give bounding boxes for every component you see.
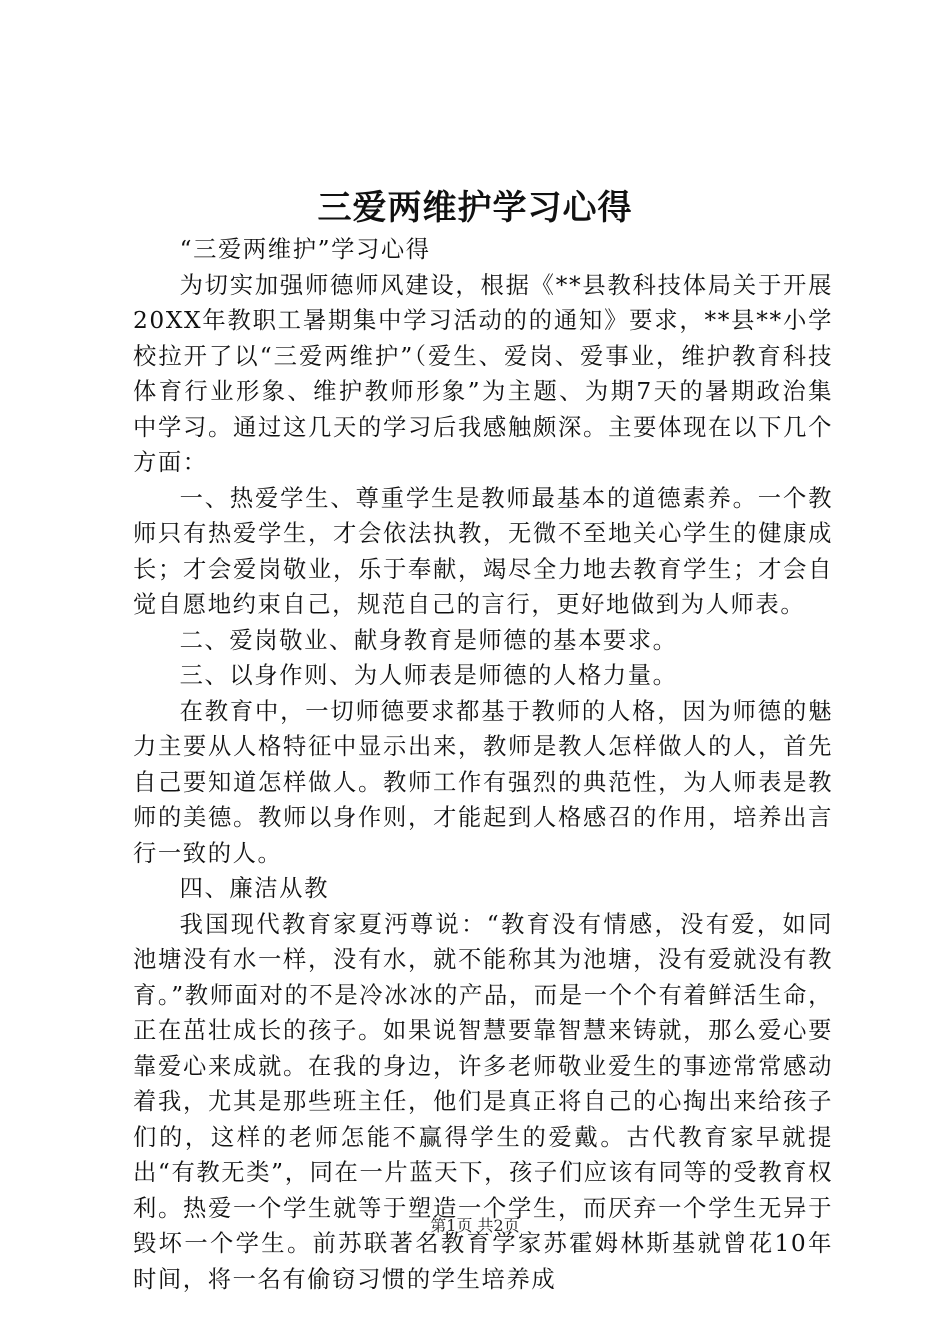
document-body <box>133 232 833 1297</box>
paragraph-point-two: 二、爱岗敬业、献身教育是师德的基本要求。 <box>179 626 678 654</box>
paragraph-point-four-detail: 我国现代教育家夏沔尊说：“教育没有情感，没有爱，如同池塘没有水一样，没有水，就不能称其为池塘，没有爱就没有教育。”教师面对的不是冷冰冰的产品，而是一个个有着鲜活生命，正在茁壮成长的孩子。如果说智慧要靠智慧来铸就，那么爱心要靠爱心来成就。在我的身边，许多老师敬业爱生的事迹常常感动着我，尤其是那些班主任，他们是真正将自己的心掏出来给孩子们的，这样的老师怎能不赢得学生的爱戴。古代教育家早就提出“有教无类”，同在一片蓝天下，孩子们应该有同等的受教育权利。热爱一个学生就等于塑造一个学生，而厌弃一个学生无异于毁坏一个学生。前苏联著名教育学家苏霍姆林斯基就曾花10年时间，将一名有偷窃习惯的学生培养成 <box>133 910 833 1293</box>
paragraph-point-three-detail: 在教育中，一切师德要求都基于教师的人格，因为师德的魅力主要从人格特征中显示出来，教师是教人怎样做人的人，首先自己要知道怎样做人。教师工作有强烈的典范性，为人师表是教师的美德。教师以身作则，才能起到人格感召的作用，培养出言行一致的人。 <box>133 697 833 867</box>
document-title: 三爱两维护学习心得 <box>317 188 633 228</box>
page-number-footer: 第1页 共2页 <box>430 1216 520 1235</box>
paragraph-intro: 为切实加强师德师风建设，根据《**县教科技体局关于开展20XX年教职工暑期集中学习活动的的通知》要求，**县**小学校拉开了以“三爱两维护”（爱生、爱岗、爱事业，维护教育科技体育行业形象、维护教师形象”为主题、为期7天的暑期政治集中学习。通过这几天的学习后我感触颇深。主要体现在以下几个方面： <box>133 271 833 476</box>
paragraph-subtitle: “三爱两维护”学习心得 <box>179 236 431 263</box>
paragraph-point-one: 一、热爱学生、尊重学生是教师最基本的道德素养。一个教师只有热爱学生，才会依法执教，无微不至地关心学生的健康成长；才会爱岗敬业，乐于奉献，竭尽全力地去教育学生；才会自觉自愿地约束自己，规范自己的言行，更好地做到为人师表。 <box>133 484 833 618</box>
paragraph-point-four: 四、廉洁从教 <box>179 875 329 902</box>
paragraph-point-three: 三、以身作则、为人师表是师德的人格力量。 <box>179 662 678 689</box>
